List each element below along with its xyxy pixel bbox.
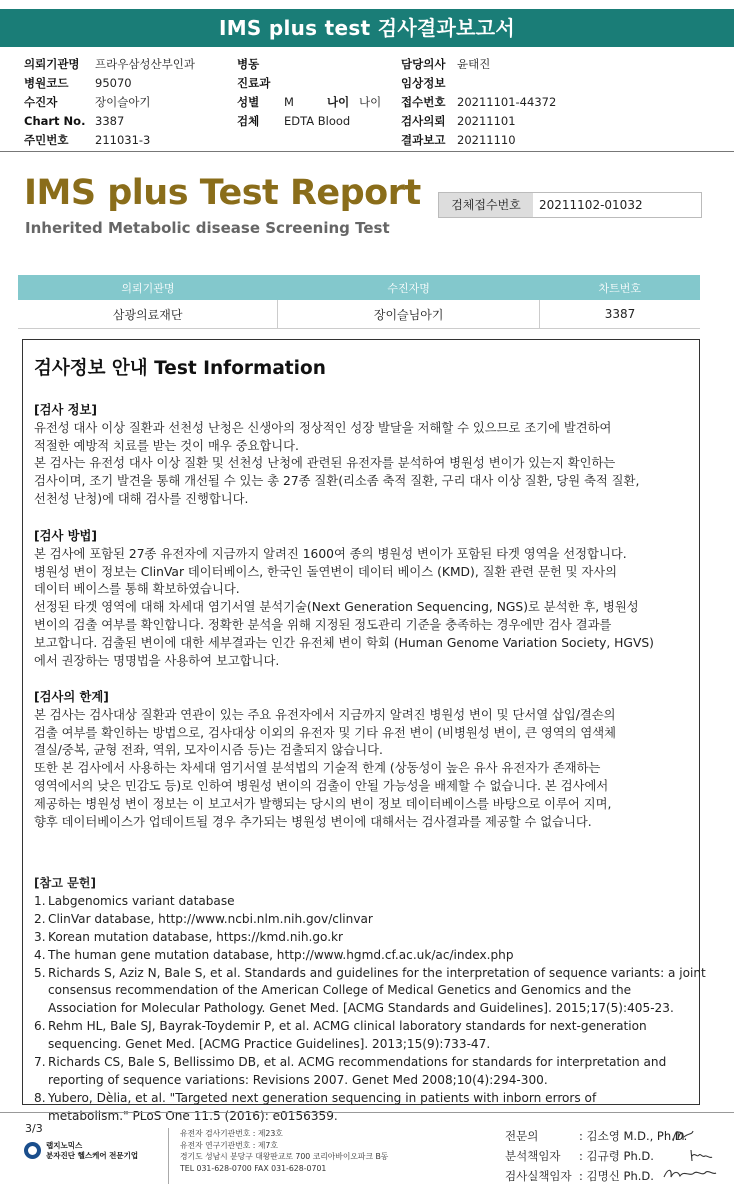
list-item <box>34 893 694 911</box>
section-line: 데이터 베이스를 통해 확보하였습니다. <box>34 582 240 597</box>
lab-address <box>180 1128 388 1174</box>
value-patient: 장이슬아기 <box>95 95 151 109</box>
label-request-date: 검사의뢰 <box>401 114 446 128</box>
list-item <box>34 1018 694 1054</box>
signer-label: 검사실책임자 <box>505 1169 572 1183</box>
table-cell-patient-name: 장이슬님아기 <box>278 300 540 329</box>
signature-2-icon <box>688 1146 714 1166</box>
address-line: 유전자 검사기관번호 : 제23호 <box>180 1129 283 1138</box>
section-line: 제공하는 병원성 변이 정보는 이 보고서가 발행되는 당시의 변이 정보 데이터베이스를 바탕으로 이루어 지며, <box>34 796 612 811</box>
section-line: 본 검사는 검사대상 질환과 연관이 있는 주요 유전자에서 지금까지 알려진 병원성 변이 및 단서열 삽입/결손의 <box>34 707 616 722</box>
value-chart-no: 3387 <box>95 114 125 128</box>
specimen-number-value: 20211102-01032 <box>539 198 643 212</box>
report-title: IMS plus Test Report <box>24 173 421 213</box>
signature-1-icon <box>670 1125 696 1147</box>
list-item <box>34 1054 694 1090</box>
reference-line: Labgenomics variant database <box>48 893 235 908</box>
specimen-number-box <box>438 192 702 218</box>
section-line: 영역에서의 낮은 민감도 등)로 인하여 병원성 변이의 검출이 안될 가능성을 배제할 수 없습니다. 본 검사에서 <box>34 778 609 793</box>
section-heading: [검사 정보] <box>34 403 98 417</box>
section-references <box>34 875 706 1126</box>
value-doctor: 윤태진 <box>457 57 491 71</box>
reference-number: 2. <box>34 911 46 926</box>
section-line: 검출 여부를 확인하는 방법으로, 검사대상 이외의 유전자 및 기타 유전 변이 (비병원성 변이, 큰 영역의 염색체 <box>34 725 617 740</box>
label-institution: 의뢰기관명 <box>24 57 80 71</box>
reference-line: Association for Molecular Pathology. Genet Med. [ACMG Standards and Guidelines]. 2015;17(5):405-23. <box>48 1001 674 1016</box>
reference-line: metabolism." PLoS One 11.5 (2016): e0156359. <box>48 1108 338 1123</box>
label-receipt-no: 접수번호 <box>401 95 446 109</box>
list-item <box>34 947 694 965</box>
specimen-number-label: 검체접수번호 <box>439 193 533 217</box>
address-line: TEL 031-628-0700 FAX 031-628-0701 <box>180 1163 327 1173</box>
table-header-chart-no: 차트번호 <box>539 275 700 300</box>
label-doctor: 담당의사 <box>401 57 446 71</box>
reference-line: Richards S, Aziz N, Bale S, et al. Standards and guidelines for the interpretation of sequence variants: a joint <box>48 965 706 980</box>
signer-name: : 김규령 Ph.D. <box>579 1149 654 1163</box>
section-test-info <box>34 402 694 509</box>
page-number: 3/3 <box>25 1122 43 1135</box>
table-header-patient-name: 수진자명 <box>278 275 540 300</box>
section-line: 변이의 검출 여부를 확인합니다. 정확한 분석을 위해 지정된 정도관리 기준을 충족하는 경우에만 검사 결과를 <box>34 617 612 632</box>
signer-name: : 김명신 Ph.D. <box>579 1169 654 1183</box>
label-chart-no: Chart No. <box>24 114 86 128</box>
list-item <box>34 965 706 1019</box>
reference-line: The human gene mutation database, http://www.hgmd.cf.ac.uk/ac/index.php <box>48 947 514 962</box>
section-line: 적절한 예방적 치료를 받는 것이 매우 중요합니다. <box>34 438 299 453</box>
value-age: 나이 <box>359 95 382 109</box>
section-line: 선정된 타겟 영역에 대해 차세대 염기서열 분석기술(Next Generation Sequencing, NGS)로 분석한 후, 병원성 <box>34 600 639 615</box>
reference-line: reporting of sequence variations: Revisions 2007. Genet Med 2008;10(4):294-300. <box>48 1072 548 1087</box>
signer-name: : 김소영 M.D., Ph.D. <box>579 1129 688 1143</box>
report-subtitle: Inherited Metabolic disease Screening Test <box>25 219 390 237</box>
reference-line: sequencing. Genet Med. [ACMG Practice Guidelines]. 2013;15(9):733-47. <box>48 1037 491 1052</box>
section-line: 에서 권장하는 명명법을 사용하여 보고합니다. <box>34 653 280 668</box>
section-line: 본 검사에 포함된 27종 유전자에 지금까지 알려진 1600여 종의 병원성 변이가 포함된 타겟 영역을 선정합니다. <box>34 546 627 561</box>
label-sex: 성별 <box>237 95 260 109</box>
test-information-box <box>22 339 706 1123</box>
section-line: 본 검사는 유전성 대사 이상 질환 및 선천성 난청에 관련된 유전자를 분석하여 병원성 변이가 있는지 확인하는 <box>34 456 616 471</box>
section-line: 보고합니다. 검출된 변이에 대한 세부결과는 인간 유전체 변이 학회 (Human Genome Variation Society, HGVS) <box>34 635 654 650</box>
section-line: 검사이며, 조기 발견을 통해 개선될 수 있는 총 27종 질환(리소좀 축적 질환, 구리 대사 이상 질환, 당원 축적 질환, <box>34 474 640 489</box>
reference-line: consensus recommendation of the American College of Medical Genetics and Genomics and the <box>48 983 632 998</box>
label-report-date: 결과보고 <box>401 133 446 147</box>
reference-line: Richards CS, Bale S, Bellissimo DB, et al. ACMG recommendations for standards for interpretation and <box>48 1055 667 1070</box>
value-sex: M <box>284 95 294 109</box>
signature-3-icon <box>662 1165 718 1183</box>
reference-number: 6. <box>34 1019 46 1034</box>
label-resident-no: 주민번호 <box>24 133 69 147</box>
value-report-date: 20211110 <box>457 133 516 147</box>
patient-summary-table <box>18 275 700 329</box>
section-line: 선천성 난청)에 대해 검사를 진행합니다. <box>34 491 249 506</box>
reference-line: Rehm HL, Bale SJ, Bayrak-Toydemir P, et al. ACMG clinical laboratory standards for next-generation <box>48 1019 647 1034</box>
logo-name: 랩지노믹스 <box>46 1141 83 1150</box>
table-row <box>18 300 700 329</box>
logo-tagline: 분자진단 헬스케어 전문기업 <box>46 1151 139 1160</box>
section-heading: [참고 문헌] <box>34 876 96 890</box>
label-ward: 병동 <box>237 57 260 71</box>
list-item <box>34 1090 694 1126</box>
value-specimen: EDTA Blood <box>284 114 351 128</box>
list-item <box>34 911 694 929</box>
value-request-date: 20211101 <box>457 114 516 128</box>
label-hospital-code: 병원코드 <box>24 76 69 90</box>
logo-mark-icon <box>24 1142 41 1159</box>
section-line: 유전성 대사 이상 질환과 선천성 난청은 신생아의 정상적인 성장 발달을 저해할 수 있으므로 조기에 발견하여 <box>34 420 612 435</box>
value-hospital-code: 95070 <box>95 76 132 90</box>
table-header-institution: 의뢰기관명 <box>18 275 278 300</box>
label-clinical-info: 임상정보 <box>401 76 446 90</box>
reference-number: 1. <box>34 893 46 908</box>
list-item <box>34 929 694 947</box>
table-cell-chart-no: 3387 <box>539 300 700 329</box>
address-line: 경기도 성남시 분당구 대왕판교로 700 코리아바이오파크 B동 <box>180 1152 389 1161</box>
section-line: 향후 데이터베이스가 업데이트될 경우 추가되는 병원성 변이에 대해서는 검사결과를 제공할 수 없습니다. <box>34 814 592 829</box>
section-heading: [검사 방법] <box>34 529 98 543</box>
section-test-limitations <box>34 689 694 831</box>
test-information-title: 검사정보 안내 Test Information <box>34 358 326 379</box>
label-age: 나이 <box>327 95 350 109</box>
reference-number: 8. <box>34 1090 46 1105</box>
header-divider <box>0 151 734 152</box>
reference-number: 4. <box>34 947 46 962</box>
reference-number: 7. <box>34 1055 46 1070</box>
footer-divider <box>0 1112 734 1113</box>
reference-line: Korean mutation database, https://kmd.nih.go.kr <box>48 929 344 944</box>
address-line: 유전자 연구기관번호 : 제7호 <box>180 1140 278 1150</box>
label-department: 진료과 <box>237 76 271 90</box>
label-specimen: 검체 <box>237 114 260 128</box>
report-header-title: IMS plus test 검사결과보고서 <box>0 9 734 47</box>
section-line: 병원성 변이 정보는 ClinVar 데이터베이스, 한국인 돌연변이 데이터 베이스 (KMD), 질환 관련 문헌 및 자사의 <box>34 564 618 579</box>
signer-label: 전문의 <box>505 1129 539 1143</box>
section-heading: [검사의 한계] <box>34 690 109 704</box>
reference-number: 5. <box>34 965 46 980</box>
value-resident-no: 211031-3 <box>95 133 151 147</box>
value-institution: 프라우삼성산부인과 <box>95 57 195 71</box>
signer-label: 분석책임자 <box>505 1149 561 1163</box>
section-line: 또한 본 검사에서 사용하는 차세대 염기서열 분석법의 기술적 한계 (상동성이 높은 유사 유전자가 존재하는 <box>34 761 601 776</box>
value-receipt-no: 20211101-44372 <box>457 95 557 109</box>
reference-line: Yubero, Dèlia, et al. "Targeted next generation sequencing in patients with inborn errors of <box>48 1090 597 1105</box>
footer-vertical-divider <box>168 1128 169 1184</box>
table-cell-institution: 삼광의료재단 <box>18 300 278 329</box>
label-patient: 수진자 <box>24 95 58 109</box>
reference-number: 3. <box>34 929 46 944</box>
logo-text <box>46 1141 138 1161</box>
section-line: 결실/중복, 균형 전좌, 역위, 모자이시즘 등)는 검출되지 않습니다. <box>34 743 383 758</box>
section-test-method <box>34 528 694 670</box>
reference-line: ClinVar database, http://www.ncbi.nlm.nih.gov/clinvar <box>48 911 373 926</box>
